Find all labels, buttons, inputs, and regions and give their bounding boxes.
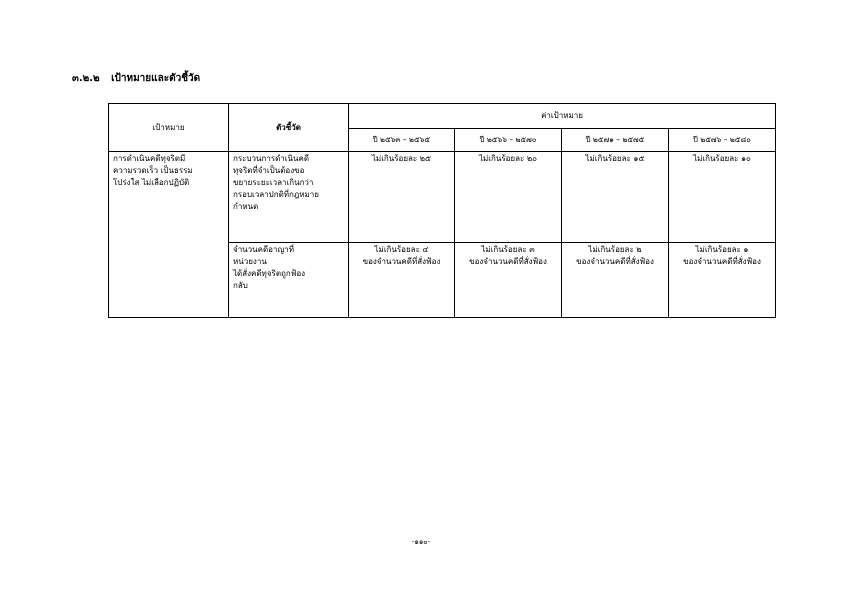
header-goal: เป้าหมาย: [109, 104, 229, 152]
indicator-text-line: ได้สั่งคดีทุจริตถูกฟ้อง: [233, 269, 306, 278]
table-row: [109, 152, 776, 243]
indicator-text-line: ขยายระยะเวลาเกินกว่า: [233, 178, 314, 187]
table-header-row: [109, 104, 776, 129]
indicator-text-line: กระบวนการดำเนินคดี: [233, 154, 310, 163]
section-title: เป้าหมายและตัวชี้วัด: [111, 73, 201, 84]
target-text-line: ของจำนวนคดีที่สั่งฟ้อง: [362, 257, 441, 266]
goal-text-line: การดำเนินคดีทุจริตมี: [113, 154, 186, 163]
target-cell: [562, 243, 669, 318]
section-number: ๓.๒.๒: [72, 73, 100, 84]
target-text-line: ไม่เกินร้อยละ ๑๐: [693, 154, 751, 163]
target-text-line: ของจำนวนคดีที่สั่งฟ้อง: [469, 257, 547, 266]
goal-text-line: ความรวดเร็ว เป็นธรรม: [113, 166, 193, 175]
indicator-text-line: กลับ: [233, 281, 248, 290]
indicator-text-line: กรอบเวลาปกติที่กฎหมาย: [233, 190, 319, 199]
target-cell: [349, 243, 455, 318]
target-cell: [455, 243, 562, 318]
target-cell: [562, 152, 669, 243]
goal-text-line: โปร่งใส ไม่เลือกปฏิบัติ: [113, 178, 190, 187]
target-text-line: ไม่เกินร้อยละ ๒: [588, 245, 642, 254]
indicator-text-line: จำนวนคดีอาญาที่: [233, 245, 295, 254]
target-text-line: ไม่เกินร้อยละ ๔: [374, 245, 429, 254]
indicator-text-line: กำหนด: [233, 202, 259, 211]
header-target: ค่าเป้าหมาย: [349, 104, 776, 129]
target-text-line: ไม่เกินร้อยละ ๒๐: [478, 154, 538, 163]
target-cell: [349, 152, 455, 243]
indicator-cell: [229, 243, 349, 318]
target-cell: [669, 152, 776, 243]
goals-indicators-table: [108, 103, 776, 318]
header-indicator: ตัวชี้วัด: [229, 104, 349, 152]
target-text-line: ของจำนวนคดีที่สั่งฟ้อง: [683, 257, 761, 266]
target-cell: [455, 152, 562, 243]
indicator-cell: [229, 152, 349, 243]
target-text-line: ไม่เกินร้อยละ ๓: [481, 245, 535, 254]
goal-cell: [109, 152, 229, 318]
target-text-line: ของจำนวนคดีที่สั่งฟ้อง: [576, 257, 654, 266]
target-text-line: ไม่เกินร้อยละ ๑๕: [585, 154, 645, 163]
section-heading: [72, 71, 200, 86]
indicator-text-line: ทุจริตที่จำเป็นต้องขอ: [233, 166, 305, 175]
header-year: ปี ๒๕๖๓ – ๒๕๖๕: [349, 129, 455, 152]
indicator-text-line: หน่วยงาน: [233, 257, 267, 266]
header-year: ปี ๒๕๖๖ – ๒๕๗๐: [455, 129, 562, 152]
target-text-line: ไม่เกินร้อยละ ๑: [695, 245, 749, 254]
header-year: ปี ๒๕๗๖ – ๒๕๘๐: [669, 129, 776, 152]
header-year: ปี ๒๕๗๑ – ๒๕๗๕: [562, 129, 669, 152]
page-number: -๑๑๐-: [411, 538, 431, 546]
target-text-line: ไม่เกินร้อยละ ๒๕: [371, 154, 432, 163]
target-cell: [669, 243, 776, 318]
